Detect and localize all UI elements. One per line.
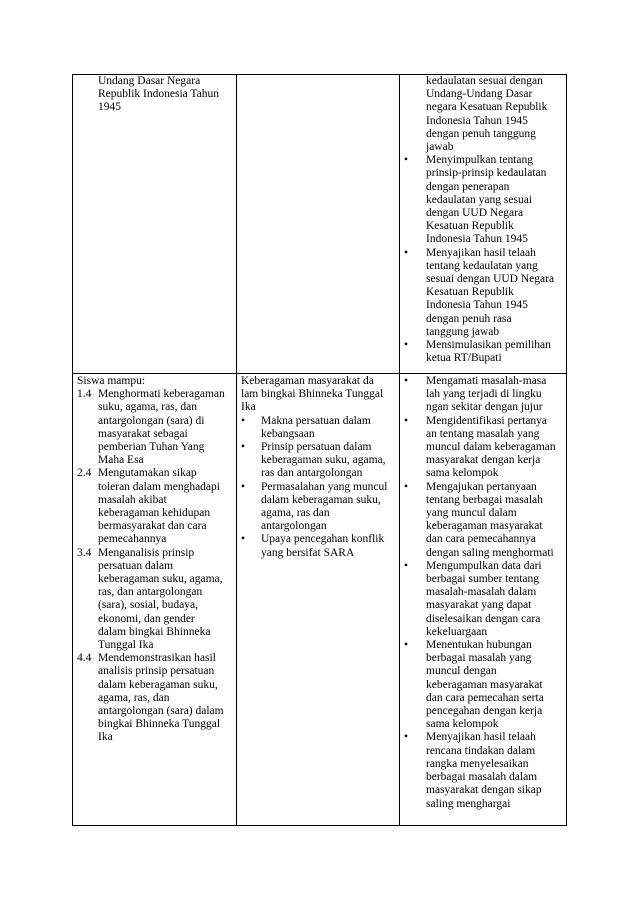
text-line: masyarakat dengan kerja (426, 454, 541, 467)
text-line: suku, agama, ras, dan (98, 401, 197, 414)
text-line: ketua RT/Bupati (426, 352, 502, 365)
text-line: (sara), sosial, budaya, (98, 599, 198, 612)
bullet-line (241, 480, 388, 494)
text-line: keberagaman suku, agama, (98, 573, 223, 586)
text-line: Menyimpulkan tentang (426, 154, 533, 167)
table-border-right (566, 74, 567, 826)
material-heading: lam bingkai Bhinneka Tunggal (241, 388, 384, 401)
text-line: Ika (98, 731, 113, 744)
bullet-marker: • (404, 731, 409, 744)
list-item (404, 480, 556, 560)
text-line: keberagaman masyarakat (426, 678, 543, 691)
text-line: Kesatuan Republik (426, 286, 514, 299)
bullet-line (404, 375, 556, 388)
text-line: yang muncul dalam (426, 507, 517, 520)
text-line: Makna persatuan dalam (261, 414, 371, 427)
text-line: keberagaman suku, agama, (261, 454, 386, 467)
bullet-line (404, 246, 554, 260)
bullet-marker: • (404, 375, 409, 387)
row2-material-cell (241, 375, 387, 560)
text-line: Menyajikan hasil telaah (426, 246, 536, 259)
competency-number: 3.4 (77, 546, 92, 559)
text-line: Indonesia Tahun 1945 (426, 299, 528, 312)
text-line: lah yang terjadi di lingku (426, 388, 542, 401)
text-line: dalam keberagaman suku, (98, 678, 218, 691)
text-line: tentang berbagai masalah (426, 493, 543, 506)
bullet-marker: • (241, 480, 246, 493)
list-item (241, 414, 387, 441)
text-line: masalah akibat (98, 493, 167, 506)
text-line: dan cara pemecahannya (426, 533, 536, 546)
text-line: Undang Dasar Negara (98, 75, 201, 87)
text-line: antargolongan (sara) di (98, 414, 205, 427)
text-line: berbagai sumber tentang (426, 573, 540, 586)
text-line: agama, ras dan (261, 507, 330, 520)
text-line: 1945 (98, 101, 121, 114)
text-line: Mengajukan pertanyaan (426, 480, 537, 493)
text-line: Permasalahan yang muncul (261, 480, 388, 493)
text-line: sesuai dengan UUD Negara (426, 273, 555, 286)
text-line: ras, dan antargolongan (98, 586, 203, 599)
text-line: bingkai Bhinneka Tunggal (98, 718, 221, 731)
text-line: Tunggal Ika (98, 639, 154, 652)
text-line: Mengutamakan sikap (98, 467, 197, 480)
competency-first-line (77, 388, 225, 401)
text-line: tentang kedaulatan yang (426, 259, 538, 272)
text-line: ekonomi, dan gender (98, 612, 195, 625)
text-line: kedaulatan sesuai dengan (426, 75, 543, 87)
text-line: kekeluargaan (426, 625, 488, 638)
list-item (241, 480, 388, 534)
text-line: rangka menyelesaikan (426, 757, 529, 770)
text-line: pemberian Tuhan Yang (98, 441, 205, 454)
competency-number: 1.4 (77, 388, 92, 401)
text-line: bermasyarakat dan cara (98, 520, 207, 533)
bullet-line (241, 441, 387, 454)
row2-activity-cell (404, 375, 556, 811)
text-line: muncul dengan (426, 665, 497, 678)
competency-number: 4.4 (77, 652, 92, 665)
text-line: Upaya pencegahan konflik (261, 533, 385, 546)
table-divider-1 (236, 74, 237, 826)
material-heading: Ika (241, 401, 256, 414)
bullet-line (404, 414, 556, 428)
text-line: dengan saling menghormati (426, 546, 554, 559)
row2-competency-cell (77, 375, 225, 745)
text-line: antargolongan (261, 520, 327, 533)
text-line: kebangsaan (261, 427, 315, 440)
text-line: Mengumpulkan data dari (426, 559, 542, 572)
table-row-divider (72, 373, 567, 374)
text-line: dan cara pemecahan serta (426, 691, 544, 704)
bullet-marker: • (241, 533, 246, 546)
text-line: jawab (426, 141, 454, 154)
text-line: dalam bingkai Bhinneka (98, 625, 211, 638)
text-line: toleran dalam menghadapi (98, 480, 220, 493)
text-line: antargolongan (sara) dalam (98, 705, 224, 718)
competency-first-line (77, 467, 225, 480)
text-line: negara Kesatuan Republik (426, 101, 548, 114)
bullet-line (404, 731, 556, 744)
bullet-marker: • (404, 414, 409, 427)
material-list (241, 415, 387, 560)
intro-text: Siswa mampu: (77, 375, 146, 387)
text-line: dengan penerapan (426, 180, 510, 193)
bullet-marker: • (404, 480, 409, 493)
bullet-marker: • (404, 559, 409, 572)
text-line: sama kelompok (426, 467, 499, 480)
text-line: Menyajikan hasil telaah (426, 731, 536, 744)
text-line: Republik Indonesia Tahun (98, 88, 219, 101)
text-line: Mendemonstrasikan hasil (98, 652, 216, 665)
text-line: masalah-masalah dalam (426, 586, 537, 599)
text-line: yang bersifat SARA (261, 546, 355, 559)
text-line: berbagai masalah yang (426, 652, 532, 665)
text-line: masyarakat dengan sikap (426, 784, 542, 797)
text-line: tanggung jawab (426, 325, 500, 338)
list-item (404, 154, 554, 246)
list-item (404, 375, 556, 415)
bullet-line (404, 559, 556, 573)
text-line: Menentukan hubungan (426, 639, 532, 652)
list-item (241, 533, 387, 559)
text-line: ngan sekitar dengan jujur (426, 401, 543, 414)
text-line: Menganalisis prinsip (98, 546, 195, 559)
bullet-marker: • (241, 414, 246, 427)
bullet-line (241, 414, 387, 428)
text-line: saling menghargai (426, 797, 511, 810)
bullet-line (404, 480, 556, 494)
text-line: berbagai masalah dalam (426, 771, 538, 784)
text-line: dengan UUD Negara (426, 207, 524, 220)
text-line: dalam keberagaman suku, (261, 493, 381, 506)
text-line: muncul dalam keberagaman (426, 441, 556, 454)
bullet-marker: • (241, 441, 246, 454)
text-line: Undang-Undang Dasar (426, 88, 533, 101)
competency-first-line (77, 547, 225, 560)
text-line: rencana tindakan dalam (426, 744, 536, 757)
bullet-line (241, 533, 387, 546)
row1-activity-cell (404, 75, 555, 365)
bullet-marker: • (404, 246, 409, 259)
list-item (404, 246, 555, 339)
bullet-line (404, 154, 554, 167)
text-line: dengan penuh rasa (426, 312, 512, 325)
row1-competency-cell (98, 75, 219, 115)
text-line: diselesaikan dengan cara (426, 612, 541, 625)
text-line: Indonesia Tahun 1945 (426, 233, 528, 246)
text-line: keberagaman kehidupan (98, 507, 211, 520)
competency-first-line (77, 652, 225, 665)
text-line: Prinsip persatuan dalam (261, 441, 372, 454)
list-item (426, 75, 554, 154)
table-border-bottom (72, 825, 567, 826)
text-line: Indonesia Tahun 1945 (426, 114, 528, 127)
text-line: masyarakat sebagai (98, 427, 188, 440)
bullet-line (404, 339, 554, 352)
text-line: kedaulatan yang sesuai (426, 193, 533, 206)
text-line: masyarakat yang dapat (426, 599, 532, 612)
text-line: dengan penuh tanggung (426, 127, 536, 140)
text-line: Menghormati keberagaman (98, 388, 225, 401)
bullet-marker: • (404, 639, 409, 652)
bullet-marker: • (404, 339, 409, 352)
table-border-left (72, 74, 73, 826)
list-item (404, 639, 556, 731)
competency-number: 2.4 (77, 467, 92, 480)
list-item (404, 339, 554, 365)
text-line: Mengidentifikasi pertanya (426, 414, 548, 427)
list-item (404, 559, 556, 639)
list-item (241, 441, 387, 481)
text-line: Mengamati masalah-masa (426, 375, 547, 387)
text-line: Kesatuan Republik (426, 220, 514, 233)
text-line: agama, ras, dan (98, 691, 170, 704)
text-line: analisis prinsip persatuan (98, 665, 215, 678)
bullet-marker: • (404, 154, 409, 167)
text-line: keberagaman masyarakat (426, 520, 543, 533)
text-line: sama kelompok (426, 718, 499, 731)
text-line: Mensimulasikan pemilihan (426, 339, 551, 352)
list-item (404, 731, 556, 810)
text-line: ras dan antargolongan (261, 467, 363, 480)
text-line: Maha Esa (98, 454, 144, 467)
text-line: pencegahan dengan kerja (426, 705, 543, 718)
table-divider-2 (399, 74, 400, 826)
bullet-line (404, 639, 556, 652)
text-line: prinsip-prinsip kedaulatan (426, 167, 547, 180)
material-heading: Keberagaman masyarakat da (241, 375, 374, 387)
list-item (404, 414, 556, 481)
text-line: persatuan dalam (98, 559, 174, 572)
text-line: an tentang masalah yang (426, 427, 540, 440)
text-line: pemecahannya (98, 533, 167, 546)
